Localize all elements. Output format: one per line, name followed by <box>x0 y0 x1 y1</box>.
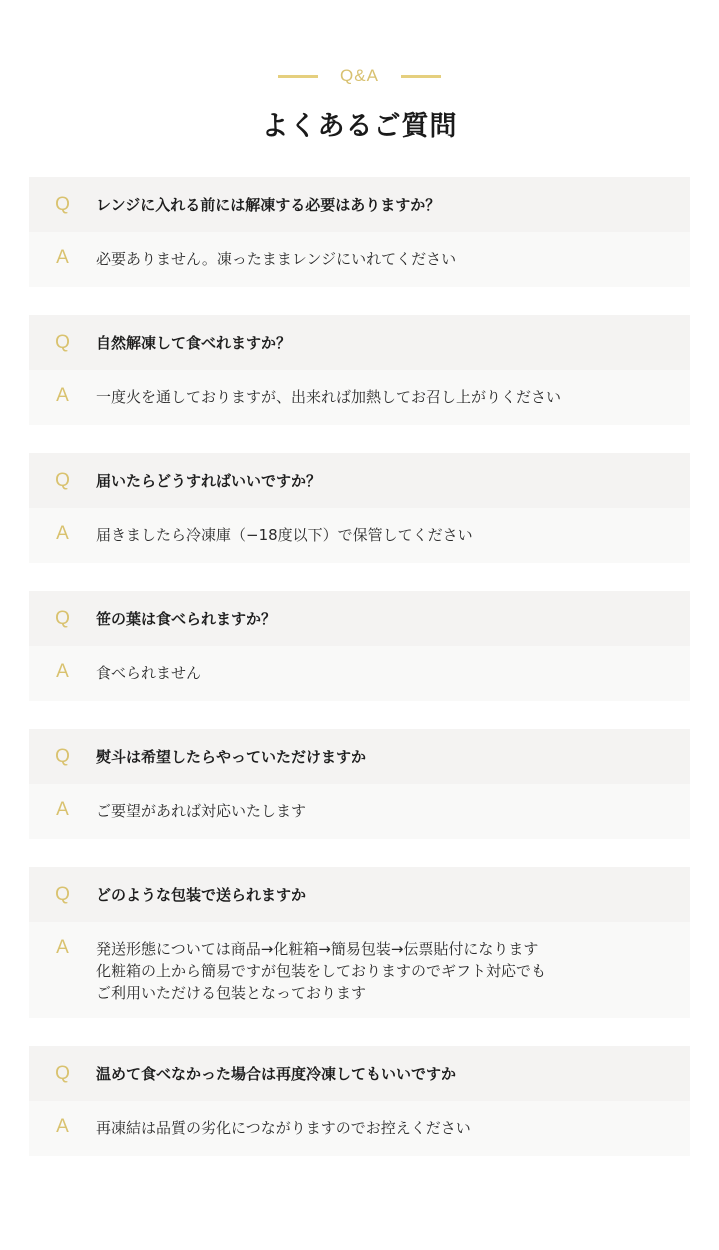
answer-marker: A <box>56 661 69 682</box>
eyebrow-rule-right <box>401 75 441 78</box>
faq-item <box>29 177 690 287</box>
faq-answer-row <box>29 370 690 425</box>
question-marker: Q <box>55 469 70 491</box>
faq-question-row <box>29 177 690 232</box>
faq-answer-text <box>96 248 456 270</box>
question-marker: Q <box>55 1062 70 1084</box>
faq-answer-row <box>29 922 690 1018</box>
answer-marker: A <box>56 385 69 406</box>
faq-question-row <box>29 591 690 646</box>
faq-answer-line: 一度火を通しておりますが、出来れば加熱してお召し上がりください <box>96 388 562 406</box>
question-marker: Q <box>55 607 70 629</box>
faq-answer-row <box>29 784 690 839</box>
faq-question-text: どのような包装で送られますか <box>96 885 307 904</box>
question-marker: Q <box>55 745 70 767</box>
faq-question-row <box>29 453 690 508</box>
faq-answer-line: 食べられません <box>96 664 202 682</box>
faq-answer-text <box>96 386 561 408</box>
faq-question-text: レンジに入れる前には解凍する必要はありますか？ <box>96 195 441 214</box>
answer-marker: A <box>56 523 69 544</box>
faq-answer-line: ご要望があれば対応いたします <box>96 802 307 820</box>
answer-marker: A <box>56 799 69 820</box>
faq-answer-text <box>96 662 201 684</box>
faq-question-text: 熨斗は希望したらやっていただけますか <box>96 747 367 766</box>
faq-item <box>29 591 690 701</box>
eyebrow-label: Q&A <box>340 66 379 85</box>
question-marker: Q <box>55 883 70 905</box>
faq-answer-row <box>29 508 690 563</box>
faq-answer-line: ご利用いただける包装となっております <box>96 984 367 1002</box>
answer-marker: A <box>56 247 69 268</box>
faq-answer-row <box>29 646 690 701</box>
faq-answer-line: 届きましたら冷凍庫（−18度以下）で保管してください <box>96 526 473 544</box>
faq-item <box>29 1046 690 1156</box>
faq-question-row <box>29 315 690 370</box>
question-marker: Q <box>55 331 70 353</box>
faq-item <box>29 453 690 563</box>
faq-item <box>29 867 690 1018</box>
faq-question-text: 笹の葉は食べられますか？ <box>96 609 277 628</box>
answer-marker: A <box>56 937 69 958</box>
faq-question-text: 届いたらどうすればいいですか？ <box>96 471 322 490</box>
faq-item <box>29 729 690 839</box>
faq-item <box>29 315 690 425</box>
page-title: よくあるご質問 <box>261 111 458 142</box>
faq-answer-line: 発送形態については商品→化粧箱→簡易包装→伝票貼付になります <box>96 940 539 958</box>
faq-list <box>29 177 690 1184</box>
faq-answer-text <box>96 1117 471 1139</box>
faq-question-row <box>29 1046 690 1101</box>
faq-question-text: 温めて食べなかった場合は再度冷凍してもいいですか <box>96 1064 457 1083</box>
faq-answer-text <box>96 800 306 822</box>
faq-answer-text <box>96 524 473 546</box>
faq-answer-line: 必要ありません。凍ったままレンジにいれてください <box>96 250 457 268</box>
faq-question-text: 自然解凍して食べれますか？ <box>96 333 292 352</box>
section-eyebrow <box>0 64 719 88</box>
question-marker: Q <box>55 193 70 215</box>
faq-answer-line: 化粧箱の上から簡易ですが包装をしておりますのでギフト対応でも <box>96 962 547 980</box>
answer-marker: A <box>56 1116 69 1137</box>
faq-answer-row <box>29 1101 690 1156</box>
eyebrow-rule-left <box>278 75 318 78</box>
faq-answer-text <box>96 938 546 1004</box>
faq-answer-line: 再凍結は品質の劣化につながりますのでお控えください <box>96 1119 471 1137</box>
faq-question-row <box>29 729 690 784</box>
faq-question-row <box>29 867 690 922</box>
faq-answer-row <box>29 232 690 287</box>
